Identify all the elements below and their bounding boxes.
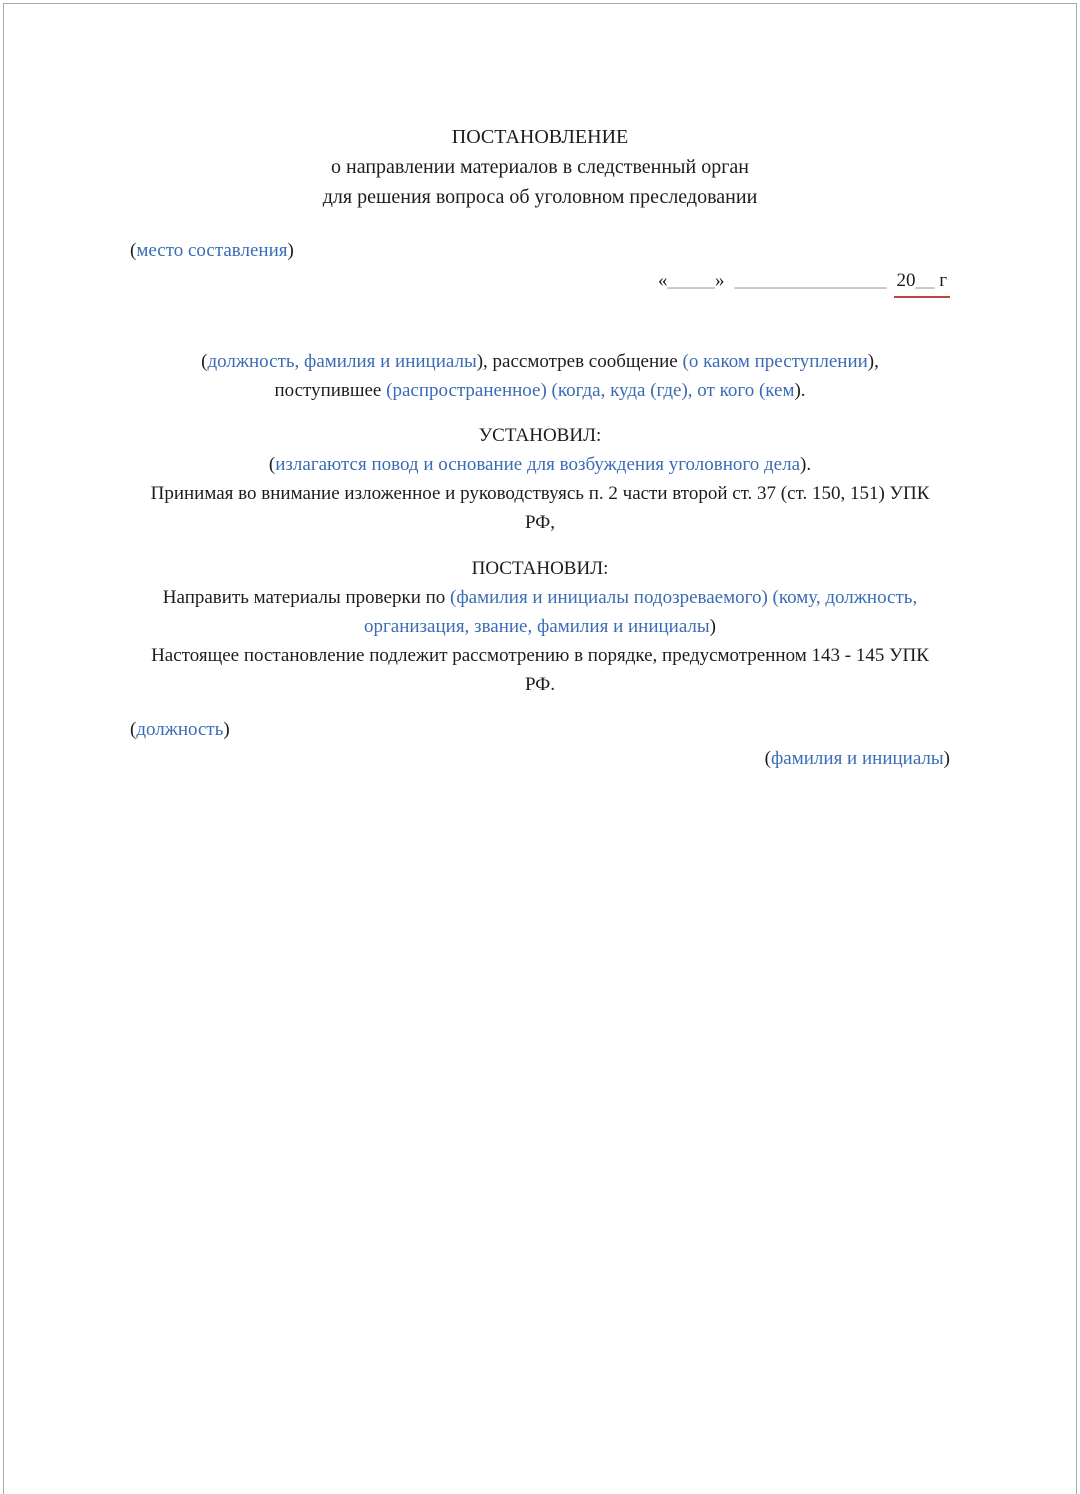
placeholder-hint-text: должность, фамилия и инициалы [207, 351, 477, 372]
year-blank-field[interactable]: __ [915, 270, 935, 291]
postanovil-section [130, 554, 950, 699]
title-line-2: о направлении материалов в следственный орган [331, 156, 749, 178]
static-text: ( [130, 240, 137, 261]
day-blank-field[interactable]: _____ [667, 270, 715, 291]
static-text: ) [287, 240, 294, 261]
static-text: ). [800, 454, 812, 475]
static-text: Направить материалы проверки по [162, 587, 451, 608]
static-text: ( [201, 351, 208, 372]
static-text: поступившее [274, 380, 387, 401]
considering-line-1: Принимая во внимание изложенное и руководствуясь п. 2 части второй ст. 37 (ст. 150, 151) УПК [150, 483, 930, 504]
static-text: ( [764, 748, 771, 769]
placeholder-hint-text: должность [136, 719, 224, 740]
signature-position-note [130, 715, 950, 744]
considering-line-2: РФ, [524, 512, 555, 533]
placeholder-hint-text: место составления [136, 240, 288, 261]
postanovil-heading: ПОСТАНОВИЛ: [471, 558, 609, 579]
static-text: ) [709, 616, 716, 637]
placeholder-hint-text: излагаются повод и основание для возбуждения уголовного дела [275, 454, 800, 475]
open-guillemet: « [657, 270, 668, 291]
placeholder-hint-text: (когда, куда (где), от кого (кем [551, 380, 795, 401]
intro-paragraph [130, 347, 950, 405]
static-text: ( [268, 454, 276, 475]
month-blank-field[interactable]: ________________ [734, 270, 887, 291]
direct-materials-line-1 [130, 583, 950, 612]
placeholder-hint-text: (фамилия и инициалы подозреваемого) [450, 587, 768, 608]
static-text: ) [223, 719, 230, 740]
year-prefix: 20 [896, 270, 916, 291]
ustanovil-heading: УСТАНОВИЛ: [478, 425, 602, 446]
intro-line-1 [130, 347, 950, 376]
document-title [130, 122, 950, 212]
placeholder-hint-text: (кому, должность, [772, 587, 918, 608]
year-suffix: г [934, 270, 947, 291]
static-text: ( [130, 719, 137, 740]
placeholder-hint-text: организация, звание, фамилия и инициалы [363, 616, 710, 637]
placeholder-hint-text: (распространенное) [386, 380, 547, 401]
review-order-line-1: Настоящее постановление подлежит рассмотрению в порядке, предусмотренном 143 - 145 УПК [151, 645, 929, 666]
ustanovil-section [130, 421, 950, 537]
place-of-drafting-note [130, 236, 950, 265]
year-field-group[interactable] [894, 266, 950, 298]
static-text: ). [794, 380, 806, 401]
static-text: ), рассмотрев сообщение [476, 351, 683, 372]
close-guillemet: » [714, 270, 725, 291]
intro-line-2 [130, 376, 950, 405]
date-line [130, 266, 950, 298]
static-text: ) [943, 748, 950, 769]
signature-block [130, 715, 950, 773]
direct-materials-line-2 [130, 612, 950, 641]
placeholder-hint-text: (о каком преступлении [682, 351, 868, 372]
document-content [130, 0, 950, 773]
ustanovil-basis-line [130, 450, 950, 479]
title-line-1: ПОСТАНОВЛЕНИЕ [451, 126, 629, 148]
title-line-3: для решения вопроса об уголовном преследовании [322, 186, 758, 208]
signature-name-note [130, 744, 950, 773]
review-order-line-2: РФ. [524, 674, 555, 695]
static-text: ), [867, 351, 879, 372]
placeholder-hint-text: фамилия и инициалы [770, 748, 944, 769]
